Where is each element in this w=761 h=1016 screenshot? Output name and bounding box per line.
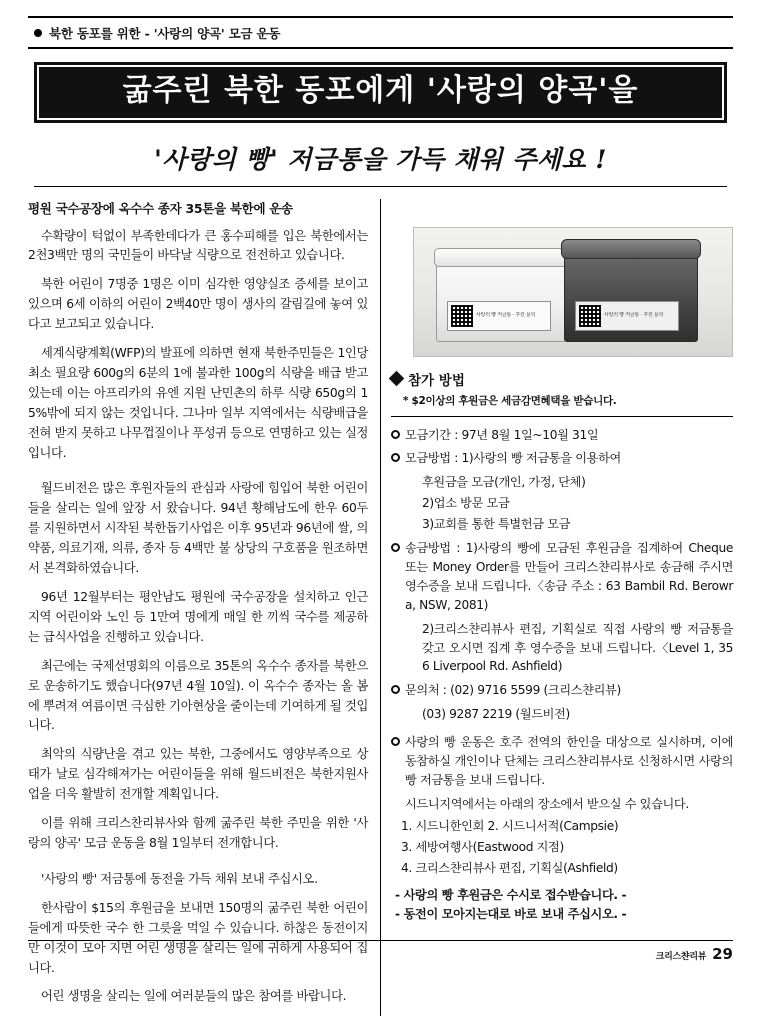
list-item [391,449,733,468]
paragraph: 수확량이 턱없이 부족한데다가 큰 홍수피해를 입은 북한에서는 2천3백만 명의 국민들이 바닥날 식량으로 전전하고 있습니다. [28,227,368,267]
page-number: 29 [712,945,733,963]
dark-donation-box [564,246,698,342]
list-subitem: (03) 9287 2219 (월드비전) [422,705,733,724]
place-item: 4. 크리스챤리뷰사 편집, 기획실(Ashfield) [401,859,733,878]
masthead [34,62,727,123]
paragraph: 이를 위해 크리스찬리뷰사와 함께 굶주린 북한 주민을 위한 '사랑의 양곡' 모금 운동을 8월 1일부터 전개합니다. [28,814,368,854]
box-label-text: 사랑의 빵 저금통 · 후원 문의 [476,312,547,320]
paragraph: 월드비전은 많은 후원자들의 관심과 사랑에 힘입어 북한 어린이들을 살리는 일에 앞장 서 왔습니다. 94년 황해남도에 한우 60두를 지원하면서 시작된 북한돕기사업은 이후 95년과 96년에 쌀, 의약품, 의료기재, 의류, 종자 등 4백만 불 상당의 구호품을 원조하면서 본격화하였습니다. [28,479,368,579]
footer [656,945,733,963]
ring-bullet-icon [391,685,400,694]
spacer [28,472,368,479]
kicker-text: 북한 동포를 위한 - '사랑의 양곡' 모금 운동 [49,24,280,42]
paragraph: 세계식량계획(WFP)의 발표에 의하면 현재 북한주민들은 1인당 최소 필요량 600g의 6분의 1에 불과한 100g의 식량을 배급 받고 있는데 이는 아프리카의 유엔 지원 난민촌의 하루 식량 650g의 15%밖에 되지 않는 것입니다. 그나마 일부 지역에서는 식량배급을 전혀 받지 못하고 나무껍질이나 푸성귀 등으로 연명하고 있는 실정입니다. [28,344,368,463]
left-column [28,199,380,1016]
barcode-icon [579,305,601,327]
ring-bullet-icon [391,543,400,552]
column-divider [380,199,381,1016]
masthead-title: 굶주린 북한 동포에게 '사랑의 양곡'을 [37,74,724,109]
section-rule [391,416,733,417]
ring-bullet-icon [391,430,400,439]
paragraph: 최악의 식량난을 겪고 있는 북한, 그중에서도 영양부족으로 상태가 날로 심각해져가는 어린이들을 위해 월드비전은 북한지원사업을 더욱 활발히 전개할 계획입니다. [28,745,368,805]
participation-heading-text: 참가 방법 [408,369,465,389]
paragraph: 어린 생명을 살리는 일에 여러분들의 많은 참여를 바랍니다. [28,987,368,1007]
list-item-label: 모금방법 : 1)사랑의 빵 저금통을 이용하여 [405,449,733,468]
list-item-label: 문의처 : (02) 9716 5599 (크리스챤리뷰) [405,681,733,700]
closing-item [391,733,733,790]
place-item: 3. 세방여행사(Eastwood 지점) [401,838,733,857]
ring-bullet-icon [391,453,400,462]
barcode-icon [451,305,473,327]
tax-note: * $2이상의 후원금은 세금감면혜택을 받습니다. [403,393,733,408]
list-subitem: 2)크리스챤리뷰사 편집, 기획실로 직접 사랑의 빵 저금통을 갖고 오시면 집계 후 영수증을 보내 드립니다.〈Level 1, 356 Liverpool Rd. Ashfield) [422,620,733,677]
list-item [391,426,733,445]
paragraph: 북한 어린이 7명중 1명은 이미 심각한 영양실조 증세를 보이고 있으며 6세 이하의 어린이 2백40만 명이 생사의 갈림길에 놓여 있다고 보고되고 있습니다. [28,275,368,335]
paragraph: 96년 12월부터는 평안남도 평원에 국수공장을 설치하고 인근 지역 어린이와 노인 등 1만여 명에게 매일 한 끼씩 국수를 제공하는 급식사업을 진행하고 있습니다. [28,588,368,648]
paragraph: '사랑의 빵' 저금통에 동전을 가득 채워 보내 주십시오. [28,870,368,890]
bullet-icon [34,29,42,37]
donation-box-photo [413,227,733,357]
box-label [575,301,679,331]
dash-note: - 사랑의 빵 후원금은 수시로 접수받습니다. - [395,886,733,903]
box-label [447,301,551,331]
paragraph: 한사람이 $15의 후원금을 보내면 150명의 굶주린 북한 어린이들에게 따뜻한 국수 한 그릇을 먹일 수 있습니다. 하찮은 동전이지만 이것이 모아 지면 어린 생명을 살리는 일에 귀하게 사용되어 집니다. [28,899,368,979]
closing-second: 시드니지역에서는 아래의 장소에서 받으실 수 있습니다. [405,795,733,814]
kicker-bar [28,18,733,49]
ring-bullet-icon [391,737,400,746]
header-bottom-rule [34,186,727,187]
white-donation-box [436,254,566,342]
list-item-label: 모금기간 : 97년 8월 1일~10월 31일 [405,426,733,445]
box-label-text: 사랑의 빵 저금통 · 후원 문의 [604,312,675,320]
box-lid [561,239,701,259]
dash-note: - 동전이 모아지는대로 바로 보내 주십시오. - [395,905,733,922]
list-item-label: 송금방법 : 1)사랑의 빵에 모금된 후원금을 집계하여 Cheque 또는 Money Order를 만들어 크리스챤리뷰사로 송금해 주시면 영수증을 보내 드립니다.〈송금 주소 : 63 Bambil Rd. Berowra, NSW, 2081) [405,539,733,615]
publication-name: 크리스챤리뷰 [656,949,706,962]
closing-block [391,733,733,922]
list-subitem: 2)업소 방문 모금 [422,494,733,513]
spacer [28,863,368,870]
list-subitem: 3)교회를 통한 특별헌금 모금 [422,515,733,534]
list-item [391,681,733,700]
place-item: 1. 시드니한인회 2. 시드니서적(Campsie) [401,817,733,836]
body-columns [28,199,733,1016]
photo-area [391,199,733,359]
closing-paragraph: 사랑의 빵 운동은 호주 전역의 한인을 대상으로 실시하며, 이에 동참하실 개인이나 단체는 크리스챤리뷰사로 신청하시면 사랑의 빵 저금통을 보내 드립니다. [405,733,733,790]
right-column [391,199,733,1016]
list-item [391,539,733,615]
footer-rule [28,940,733,941]
paragraph: 최근에는 국제선명회의 이름으로 35톤의 옥수수 종자를 북한으로 운송하기도 했습니다(97년 4월 10일). 이 옥수수 종자는 올 봄에 뿌려져 여름이면 극심한 기아현상을 줄이는데 기여하게 될 것입니다. [28,657,368,737]
participation-heading [391,369,733,389]
lead-headline: 평원 국수공장에 옥수수 종자 35톤을 북한에 운송 [28,199,368,217]
box-lid [434,248,570,267]
diamond-icon [389,371,405,387]
list-subitem: 후원금을 모금(개인, 가정, 단체) [422,473,733,492]
subtitle: '사랑의 빵' 저금통을 가득 채워 주세요 ! [28,140,733,176]
